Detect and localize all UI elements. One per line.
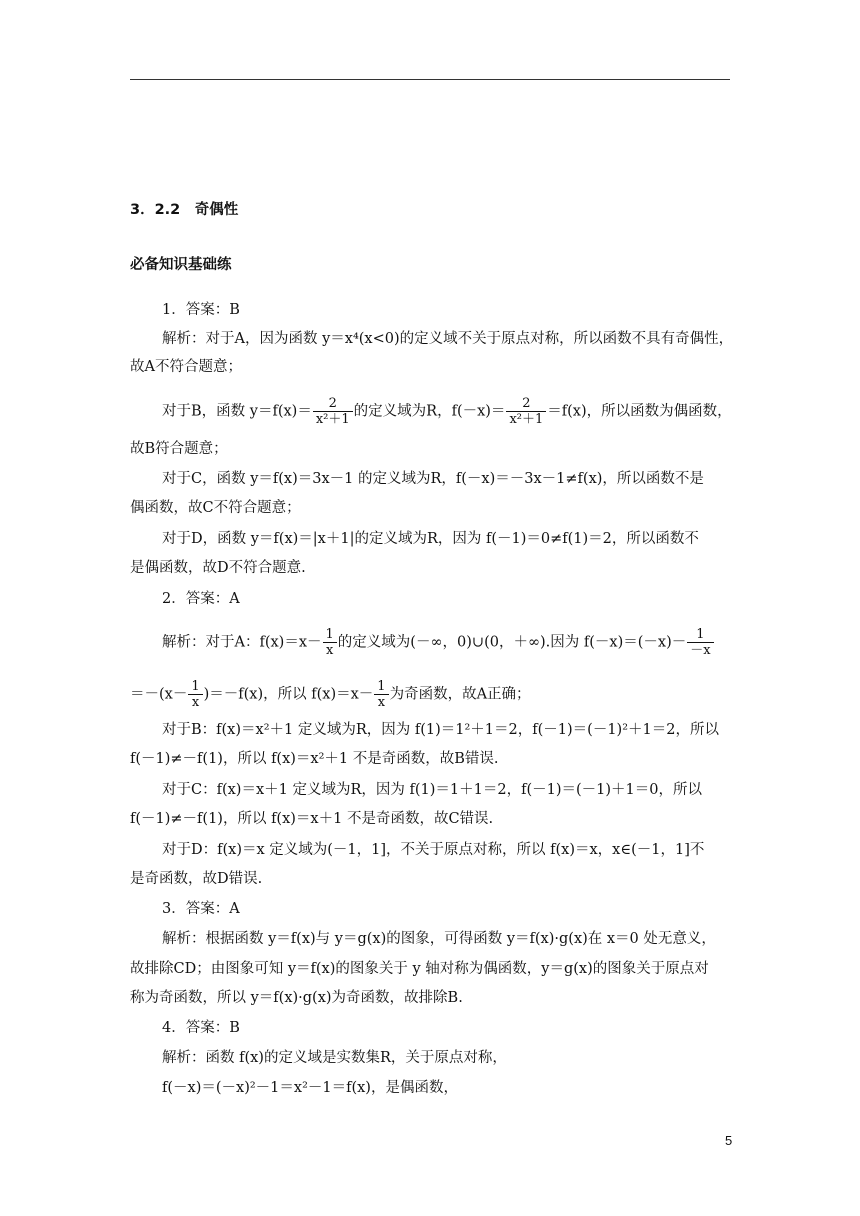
numerator: 1 (188, 679, 202, 695)
q1-analysis-d-line1: 对于D，函数 y＝f(x)＝|x＋1|的定义域为R，因为 f(－1)＝0≠f(1)＝2，所以函数不 (162, 531, 699, 547)
numerator: 2 (506, 396, 546, 412)
q1-analysis-b-line1 (162, 396, 732, 427)
subsection-title: 必备知识基础练 (130, 257, 232, 273)
fraction (506, 396, 546, 427)
fraction (323, 627, 337, 658)
q2-analysis-c-line1: 对于C：f(x)＝x＋1 定义域为R，因为 f(1)＝1＋1＝2，f(－1)＝(－1)＋1＝0，所以 (162, 782, 702, 798)
text: )＝－f(x)，所以 f(x)＝x－ (203, 686, 374, 703)
denominator: x²＋1 (315, 412, 350, 427)
fraction (687, 627, 713, 658)
q2-analysis-d-line2: 是奇函数，故D错误. (130, 871, 263, 887)
text: 的定义域为R，f(－x)＝ (353, 403, 506, 420)
text: 为奇函数，故A正确； (389, 686, 531, 703)
q1-analysis-b-line2: 故B符合题意； (130, 441, 228, 457)
denominator: x (377, 695, 386, 710)
text: 解析：对于A：f(x)＝x－ (162, 634, 322, 651)
header-rule (130, 79, 730, 80)
q3-answer: 3．答案：A (162, 901, 240, 917)
q1-analysis-a-line1: 解析：对于A，因为函数 y＝x⁴(x<0)的定义域不关于原点对称，所以函数不具有奇偶性， (162, 331, 734, 347)
fraction (188, 679, 202, 710)
denominator: x²＋1 (509, 412, 544, 427)
q2-analysis-c-line2: f(－1)≠－f(1)，所以 f(x)＝x＋1 不是奇函数，故C错误. (130, 811, 494, 827)
q1-analysis-d-line2: 是偶函数，故D不符合题意. (130, 560, 306, 576)
denominator: x (325, 643, 334, 658)
text: 的定义域为(－∞，0)∪(0，＋∞).因为 f(－x)＝(－x)－ (337, 634, 687, 651)
section-title: 3．2.2 奇偶性 (130, 202, 239, 218)
q3-analysis-line3: 称为奇函数，所以 y＝f(x)·g(x)为奇函数，故排除B. (130, 990, 463, 1006)
q1-analysis-a-line2: 故A不符合题意； (130, 359, 242, 375)
q2-answer: 2．答案：A (162, 591, 240, 607)
denominator: －x (690, 643, 711, 658)
q2-analysis-a-line2 (130, 679, 531, 710)
numerator: 2 (313, 396, 353, 412)
q2-analysis-b-line1: 对于B：f(x)＝x²＋1 定义域为R，因为 f(1)＝1²＋1＝2，f(－1)＝(－1)²＋1＝2，所以 (162, 722, 719, 738)
denominator: x (191, 695, 200, 710)
q4-analysis-line2: f(－x)＝(－x)²－1＝x²－1＝f(x)，是偶函数， (162, 1080, 458, 1096)
text: 对于B，函数 y＝f(x)＝ (162, 403, 312, 420)
q2-analysis-b-line2: f(－1)≠－f(1)，所以 f(x)＝x²＋1 不是奇函数，故B错误. (130, 751, 499, 767)
q4-analysis-line1: 解析：函数 f(x)的定义域是实数集R，关于原点对称， (162, 1050, 507, 1066)
fraction (313, 396, 353, 427)
fraction (374, 679, 388, 710)
q2-analysis-a-line1 (162, 627, 715, 658)
text: ＝f(x)，所以函数为偶函数， (547, 403, 732, 420)
numerator: 1 (687, 627, 713, 643)
q1-analysis-c-line1: 对于C，函数 y＝f(x)＝3x－1 的定义域为R，f(－x)＝－3x－1≠f(x)，所以函数不是 (162, 471, 704, 487)
q2-analysis-d-line1: 对于D：f(x)＝x 定义域为(－1，1]，不关于原点对称，所以 f(x)＝x，x∈(－1，1]不 (162, 842, 705, 858)
numerator: 1 (323, 627, 337, 643)
q4-answer: 4．答案：B (162, 1020, 240, 1036)
q3-analysis-line2: 故排除CD；由图象可知 y＝f(x)的图象关于 y 轴对称为偶函数，y＝g(x)的图象关于原点对 (130, 961, 709, 977)
numerator: 1 (374, 679, 388, 695)
q1-analysis-c-line2: 偶函数，故C不符合题意； (130, 500, 301, 516)
q1-answer: 1．答案：B (162, 302, 240, 318)
text: ＝－(x－ (130, 686, 188, 703)
q3-analysis-line1: 解析：根据函数 y＝f(x)与 y＝g(x)的图象，可得函数 y＝f(x)·g(x)在 x＝0 处无意义， (162, 931, 716, 947)
page-number: 5 (725, 1133, 733, 1148)
